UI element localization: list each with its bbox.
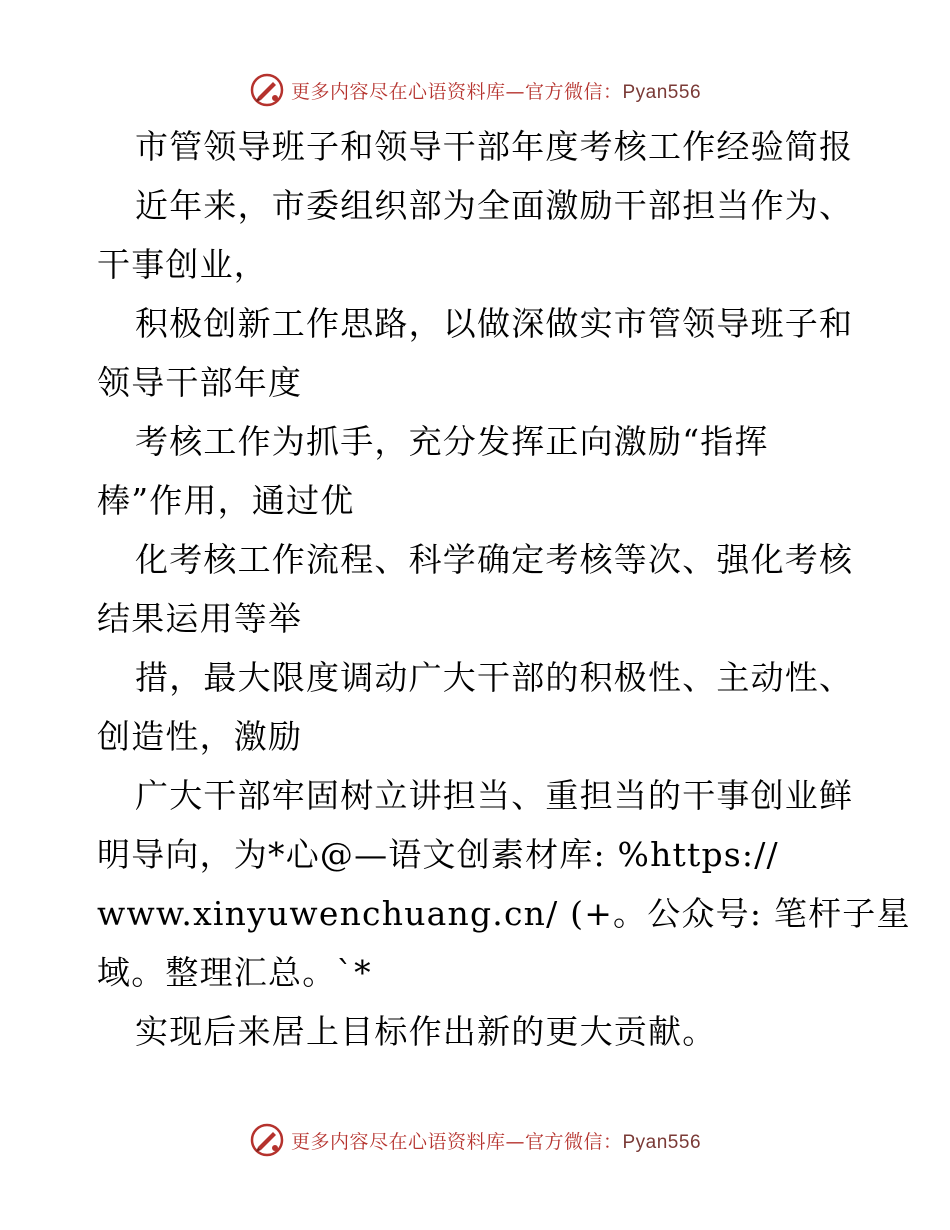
document-title: 市管领导班子和领导干部年度考核工作经验简报 (135, 127, 854, 166)
paragraph-line: 积极创新工作思路，以做深做实市管领导班子和 (135, 304, 854, 343)
header-watermark (0, 70, 950, 110)
watermark-wechat-id: Pyan556 (622, 1131, 702, 1153)
watermark-wechat-id: Pyan556 (622, 81, 702, 103)
paragraph-line: 域。整理汇总。`* (97, 953, 372, 992)
pen-logo-icon (249, 1122, 285, 1158)
paragraph-line: 实现后来居上目标作出新的更大贡献。 (135, 1012, 717, 1051)
paragraph-line: 结果运用等举 (97, 599, 303, 638)
paragraph-line: 棒”作用，通过优 (97, 481, 355, 520)
paragraph-line: 领导干部年度 (97, 363, 303, 402)
paragraph-line: 化考核工作流程、科学确定考核等次、强化考核 (135, 540, 854, 579)
watermark-text (291, 1127, 701, 1154)
paragraph-line: 近年来，市委组织部为全面激励干部担当作为、 (135, 186, 854, 225)
paragraph-line: 考核工作为抓手，充分发挥正向激励“指挥 (135, 422, 769, 461)
pen-logo-icon (249, 72, 285, 108)
paragraph-line: www.xinyuwenchuang.cn/ (+。公众号: 笔杆子星 (97, 894, 911, 933)
paragraph-line: 措，最大限度调动广大干部的积极性、主动性、 (135, 658, 854, 697)
watermark-label: 更多内容尽在心语资料库—官方微信： (290, 80, 623, 103)
watermark-label: 更多内容尽在心语资料库—官方微信： (290, 1130, 623, 1153)
paragraph-line: 明导向，为*心@—语文创素材库: %https:// (97, 835, 779, 874)
paragraph-line: 干事创业， (97, 245, 268, 284)
paragraph-line: 广大干部牢固树立讲担当、重担当的干事创业鲜 (135, 776, 854, 815)
footer-watermark (0, 1120, 950, 1160)
paragraph-line: 创造性，激励 (97, 717, 303, 756)
watermark-text (291, 77, 701, 104)
